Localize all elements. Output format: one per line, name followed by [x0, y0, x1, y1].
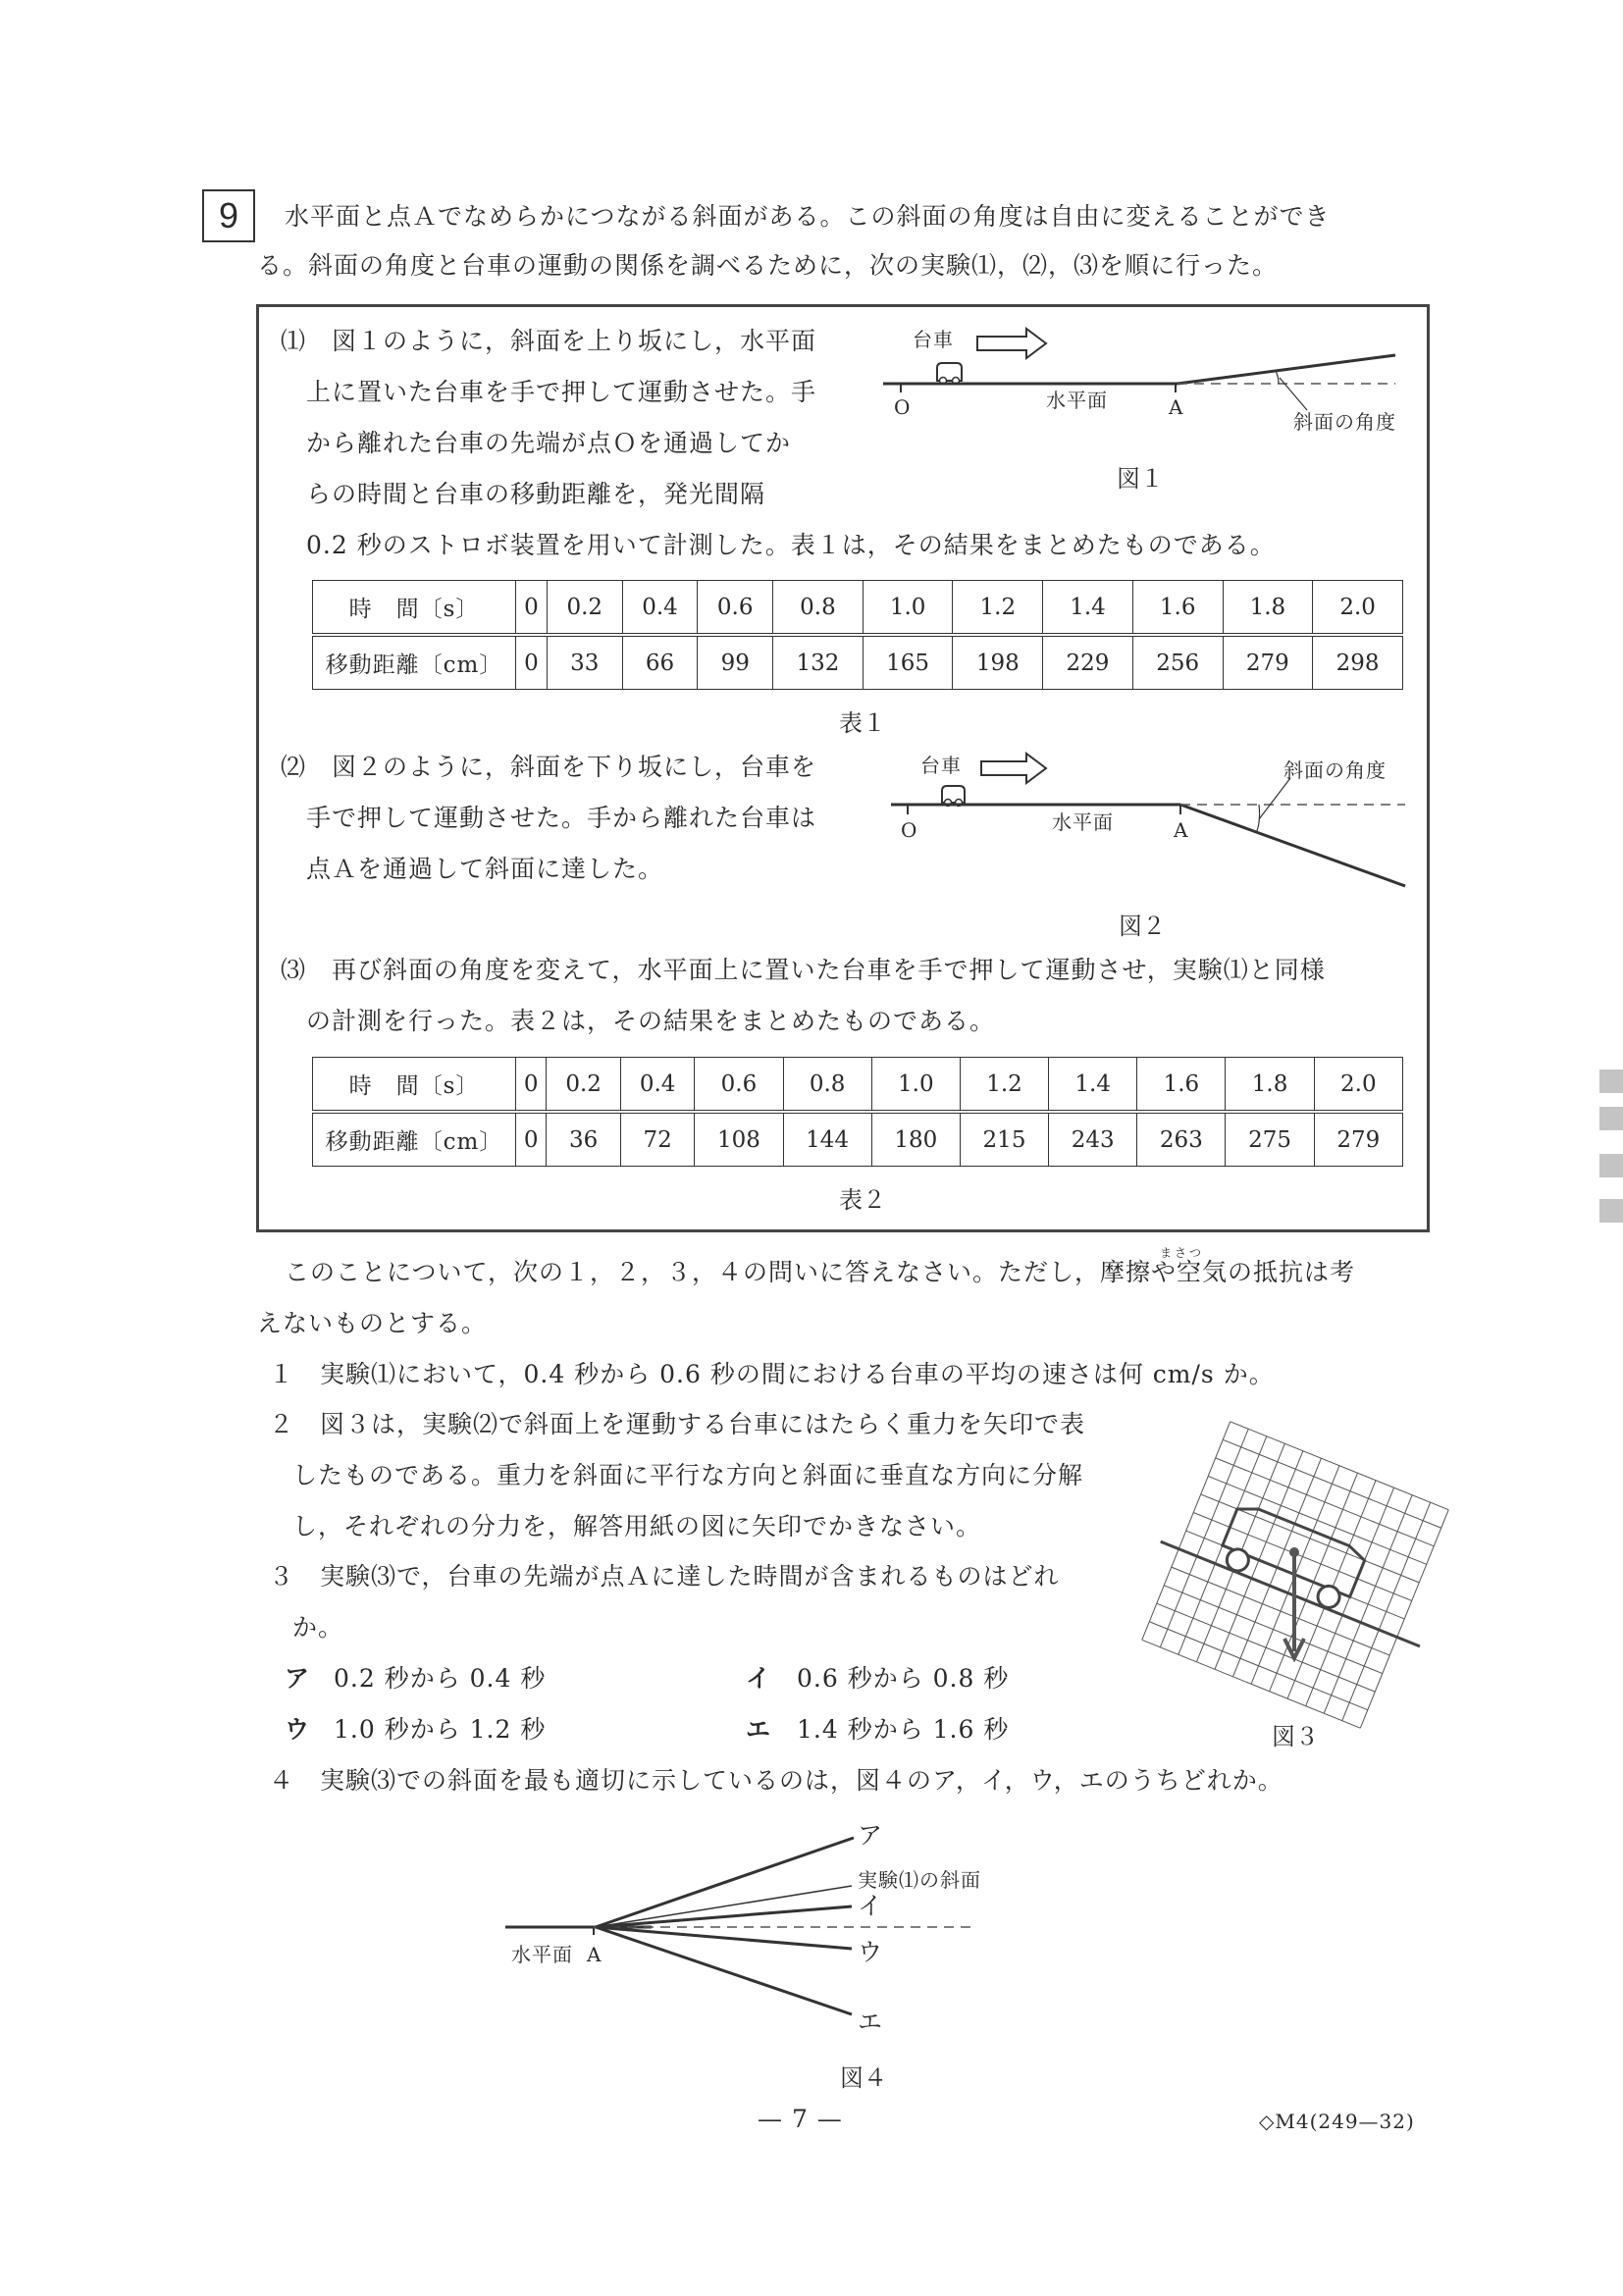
choice-text: 1.4 秒から 1.6 秒	[797, 1715, 1010, 1744]
side-mark	[1599, 1154, 1623, 1177]
table1-cell: 279	[1223, 635, 1313, 690]
table2-caption: 表２	[839, 1186, 886, 1214]
fig2-cart-label: 台車	[920, 754, 962, 777]
choice-key: ウ	[285, 1715, 311, 1744]
fig2-caption: 図２	[1119, 913, 1166, 940]
table1-cell: 0.2	[547, 581, 622, 636]
table1-cell: 0	[516, 581, 548, 636]
fig4-label-a: ア	[858, 1821, 884, 1850]
fig4-caption: 図４	[840, 2064, 887, 2092]
table2-cell: 0.6	[695, 1058, 783, 1113]
side-mark	[1599, 1107, 1623, 1130]
side-mark	[1599, 1070, 1623, 1093]
table2-header-distance: 移動距離〔cm〕	[313, 1112, 516, 1167]
choice-key: ア	[285, 1664, 311, 1693]
table1-cell: 1.4	[1043, 581, 1133, 636]
table2-cell: 144	[783, 1112, 871, 1167]
exp2-line-3: 点Ａを通過して斜面に達した。	[306, 855, 664, 883]
instructions-line-2: えないものとする。	[257, 1309, 488, 1337]
fig2-angle-label: 斜面の角度	[1283, 758, 1387, 782]
table1-cell: 165	[863, 635, 953, 690]
table2-cell: 36	[547, 1112, 620, 1167]
table2-cell: 72	[620, 1112, 694, 1167]
table1-cell: 2.0	[1313, 581, 1403, 636]
table2-cell: 0.8	[783, 1058, 871, 1113]
problem-number-badge: 9	[202, 189, 255, 242]
table2-cell: 279	[1314, 1112, 1402, 1167]
fig4-horizontal-label: 水平面	[511, 1943, 573, 1966]
side-mark	[1599, 1199, 1623, 1223]
exam-code: ◇M4(249—32)	[1259, 2110, 1415, 2133]
choice-text: 0.6 秒から 0.8 秒	[797, 1664, 1010, 1693]
table2-cell: 0	[516, 1112, 547, 1167]
table2-cell: 275	[1226, 1112, 1314, 1167]
question-2-line-3: し，それぞれの分力を，解答用紙の図に矢印でかきなさい。	[292, 1512, 982, 1540]
fig4-point-a: A	[587, 1943, 602, 1966]
table2-cell: 1.8	[1226, 1058, 1314, 1113]
fig4-label-exp1-slope: 実験⑴の斜面	[858, 1868, 981, 1892]
table2-cell: 0.2	[547, 1058, 620, 1113]
table1-cell: 1.2	[953, 581, 1043, 636]
table2-header-time: 時 間〔s〕	[313, 1058, 516, 1113]
fig1-angle-label: 斜面の角度	[1293, 410, 1396, 434]
choice-text: 0.2 秒から 0.4 秒	[334, 1664, 547, 1693]
table1-cell: 1.8	[1223, 581, 1313, 636]
fig4-label-u: ウ	[858, 1938, 884, 1966]
fig2-point-a: A	[1174, 818, 1189, 842]
intro-line-1: 水平面と点Ａでなめらかにつながる斜面がある。この斜面の角度は自由に変えることができ	[285, 202, 1331, 231]
instructions-line-1: このことについて，次の１，２，３，４の問いに答えなさい。ただし，摩擦や空気の抵抗は考	[285, 1258, 1356, 1286]
exp1-line-3: から離れた台車の先端が点Ｏを通過してか	[306, 429, 792, 457]
table2-cell: 1.0	[871, 1058, 960, 1113]
table1-cell: 1.6	[1132, 581, 1223, 636]
table1-caption: 表１	[839, 709, 886, 737]
intro-line-2: る。斜面の角度と台車の運動の関係を調べるために，次の実験⑴，⑵，⑶を順に行った。	[257, 251, 1279, 280]
question-2-line-2: したものである。重力を斜面に平行な方向と斜面に垂直な方向に分解	[292, 1461, 1084, 1489]
fig2-horizontal-label: 水平面	[1052, 810, 1114, 834]
table2-cell: 0	[516, 1058, 547, 1113]
question-2-line-1: ２ 図３は，実験⑵で斜面上を運動する台車にはたらく重力を矢印で表	[269, 1410, 1086, 1438]
table1-cell: 229	[1043, 635, 1133, 690]
ruby-masatsu: まさつ	[1160, 1246, 1205, 1260]
page-number: — 7 —	[758, 2105, 843, 2133]
table1-cell: 33	[547, 635, 622, 690]
fig4-label-i: イ	[858, 1892, 884, 1920]
exp1-line-1: ⑴ 図１のように，斜面を上り坂にし，水平面	[281, 327, 817, 355]
table2-cell: 1.2	[960, 1058, 1048, 1113]
question-4: ４ 実験⑶での斜面を最も適切に示しているのは，図４のア，イ，ウ，エのうちどれか。	[269, 1766, 1283, 1795]
table1-cell: 99	[698, 635, 773, 690]
fig1-cart-label: 台車	[913, 328, 954, 351]
fig3-caption: 図３	[1272, 1723, 1319, 1750]
table2-cell: 263	[1137, 1112, 1226, 1167]
exp1-line-4: らの時間と台車の移動距離を，発光間隔	[306, 480, 766, 508]
exp3-line-2: の計測を行った。表２は，その結果をまとめたものである。	[306, 1007, 996, 1035]
table1-header-time: 時 間〔s〕	[313, 581, 516, 636]
table2-cell: 0.4	[620, 1058, 694, 1113]
fig1-point-a: A	[1169, 395, 1184, 419]
table1-cell: 1.0	[863, 581, 953, 636]
fig1-horizontal-label: 水平面	[1046, 389, 1108, 412]
choice-key: エ	[746, 1715, 772, 1744]
table2-cell: 215	[960, 1112, 1048, 1167]
exp3-line-1: ⑶ 再び斜面の角度を変えて，水平面上に置いた台車を手で押して運動させ，実験⑴と同様	[281, 956, 1326, 984]
table2-cell: 1.6	[1137, 1058, 1226, 1113]
exp2-line-1: ⑵ 図２のように，斜面を下り坂にし，台車を	[281, 753, 817, 781]
table2-cell: 1.4	[1049, 1058, 1137, 1113]
fig1-point-o: O	[894, 395, 912, 419]
table1-cell: 66	[622, 635, 698, 690]
exp2-line-2: 手で押して運動させた。手から離れた台車は	[306, 804, 817, 832]
table1-cell: 0.6	[698, 581, 773, 636]
table1-cell: 298	[1313, 635, 1403, 690]
exp1-line-5: 0.2 秒のストロボ装置を用いて計測した。表１は，その結果をまとめたものである。	[306, 531, 1276, 559]
exp1-line-2: 上に置いた台車を手で押して運動させた。手	[306, 378, 817, 406]
table1-cell: 132	[773, 635, 864, 690]
choice-text: 1.0 秒から 1.2 秒	[334, 1715, 547, 1744]
table1-cell: 256	[1132, 635, 1223, 690]
fig1-caption: 図１	[1117, 465, 1164, 493]
table1-cell: 0	[516, 635, 548, 690]
table2-cell: 108	[695, 1112, 783, 1167]
question-3-line-2: か。	[292, 1613, 344, 1642]
question-3-line-1: ３ 実験⑶で，台車の先端が点Ａに達した時間が含まれるものはどれ	[269, 1562, 1060, 1591]
question-1: １ 実験⑴において，0.4 秒から 0.6 秒の間における台車の平均の速さは何 cm/s か。	[269, 1360, 1275, 1388]
table1-cell: 198	[953, 635, 1043, 690]
table2-cell: 2.0	[1314, 1058, 1402, 1113]
table1-header-distance: 移動距離〔cm〕	[313, 635, 516, 690]
choice-key: イ	[746, 1664, 772, 1693]
table2-cell: 180	[871, 1112, 960, 1167]
table1-cell: 0.4	[622, 581, 698, 636]
fig2-point-o: O	[901, 818, 918, 842]
table2-cell: 243	[1049, 1112, 1137, 1167]
table1-cell: 0.8	[773, 581, 864, 636]
fig4-label-e: エ	[858, 2008, 884, 2036]
